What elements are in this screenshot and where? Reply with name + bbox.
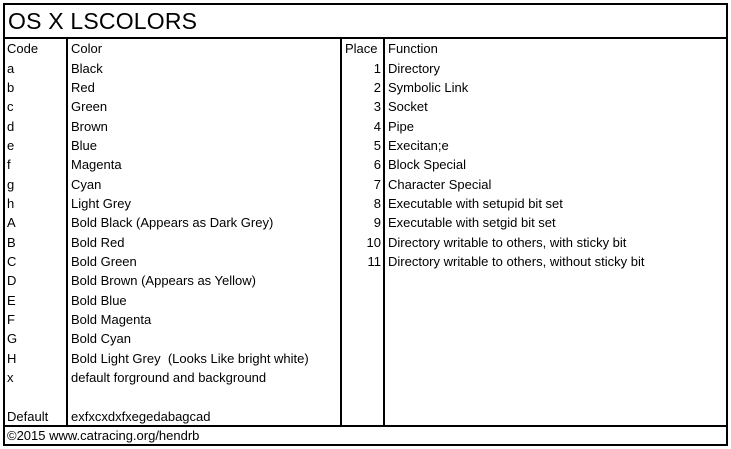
code-cell: h bbox=[7, 196, 15, 211]
code-cell: b bbox=[7, 80, 15, 95]
color-cell: Cyan bbox=[71, 177, 102, 192]
function-cell: Executable with setupid bit set bbox=[388, 196, 563, 211]
color-cell: Bold Light Grey (Looks Like bright white) bbox=[71, 351, 309, 366]
function-cell: Socket bbox=[388, 99, 428, 114]
place-column bbox=[342, 39, 385, 425]
place-header: Place bbox=[345, 41, 378, 56]
default-value: exfxcxdxfxegedabagcad bbox=[71, 409, 211, 424]
code-cell: A bbox=[7, 215, 16, 230]
code-cell: C bbox=[7, 254, 17, 269]
function-cell: Execitan;e bbox=[388, 138, 449, 153]
function-cell: Directory bbox=[388, 61, 441, 76]
function-cell: Directory writable to others, with sticky bit bbox=[388, 235, 627, 250]
place-cell: 8 bbox=[373, 196, 381, 211]
place-cell: 2 bbox=[373, 80, 381, 95]
default-label: Default bbox=[7, 409, 49, 424]
color-cell: Light Grey bbox=[71, 196, 131, 211]
place-cell: 5 bbox=[373, 138, 381, 153]
color-column bbox=[66, 39, 342, 425]
place-cell: 9 bbox=[373, 215, 381, 230]
color-cell: default forground and background bbox=[71, 370, 267, 385]
code-cell: x bbox=[7, 370, 14, 385]
function-header: Function bbox=[388, 41, 438, 56]
copyright-text: ©2015 www.catracing.org/hendrb bbox=[7, 428, 200, 443]
code-cell: c bbox=[7, 99, 14, 114]
code-cell: F bbox=[7, 312, 15, 327]
code-cell: g bbox=[7, 177, 15, 192]
color-header: Color bbox=[71, 41, 103, 56]
code-header: Code bbox=[7, 41, 39, 56]
place-cell: 1 bbox=[373, 61, 381, 76]
place-cell: 11 bbox=[367, 254, 381, 269]
function-cell: Character Special bbox=[388, 177, 492, 192]
color-cell: Red bbox=[71, 80, 95, 95]
code-cell: H bbox=[7, 351, 17, 366]
function-cell: Symbolic Link bbox=[388, 80, 469, 95]
code-cell: d bbox=[7, 119, 15, 134]
function-cell: Executable with setgid bit set bbox=[388, 215, 556, 230]
color-cell: Blue bbox=[71, 138, 98, 153]
code-cell: D bbox=[7, 273, 17, 288]
color-cell: Magenta bbox=[71, 157, 122, 172]
color-cell: Brown bbox=[71, 119, 108, 134]
color-cell: Bold Cyan bbox=[71, 331, 131, 346]
color-cell: Green bbox=[71, 99, 108, 114]
function-column bbox=[385, 39, 726, 425]
color-cell: Bold Magenta bbox=[71, 312, 152, 327]
code-cell: f bbox=[7, 157, 11, 172]
place-cell: 4 bbox=[373, 119, 381, 134]
color-cell: Bold Blue bbox=[71, 293, 127, 308]
code-cell: B bbox=[7, 235, 16, 250]
function-cell: Directory writable to others, without sticky bit bbox=[388, 254, 645, 269]
title-row bbox=[5, 5, 726, 39]
table-title: OS X LSCOLORS bbox=[8, 8, 198, 34]
place-cell: 3 bbox=[373, 99, 381, 114]
code-column bbox=[5, 39, 66, 425]
code-cell: e bbox=[7, 138, 15, 153]
color-cell: Black bbox=[71, 61, 103, 76]
lscolors-table bbox=[3, 3, 728, 446]
code-cell: a bbox=[7, 61, 15, 76]
place-cell: 7 bbox=[373, 177, 381, 192]
place-cell: 6 bbox=[373, 157, 381, 172]
color-cell: Bold Green bbox=[71, 254, 137, 269]
code-cell: E bbox=[7, 293, 16, 308]
place-cell: 10 bbox=[366, 235, 381, 250]
color-cell: Bold Red bbox=[71, 235, 125, 250]
code-cell: G bbox=[7, 331, 18, 346]
function-cell: Block Special bbox=[388, 157, 467, 172]
color-cell: Bold Black (Appears as Dark Grey) bbox=[71, 215, 274, 230]
footer-row bbox=[5, 425, 726, 444]
color-cell: Bold Brown (Appears as Yellow) bbox=[71, 273, 256, 288]
function-cell: Pipe bbox=[388, 119, 415, 134]
